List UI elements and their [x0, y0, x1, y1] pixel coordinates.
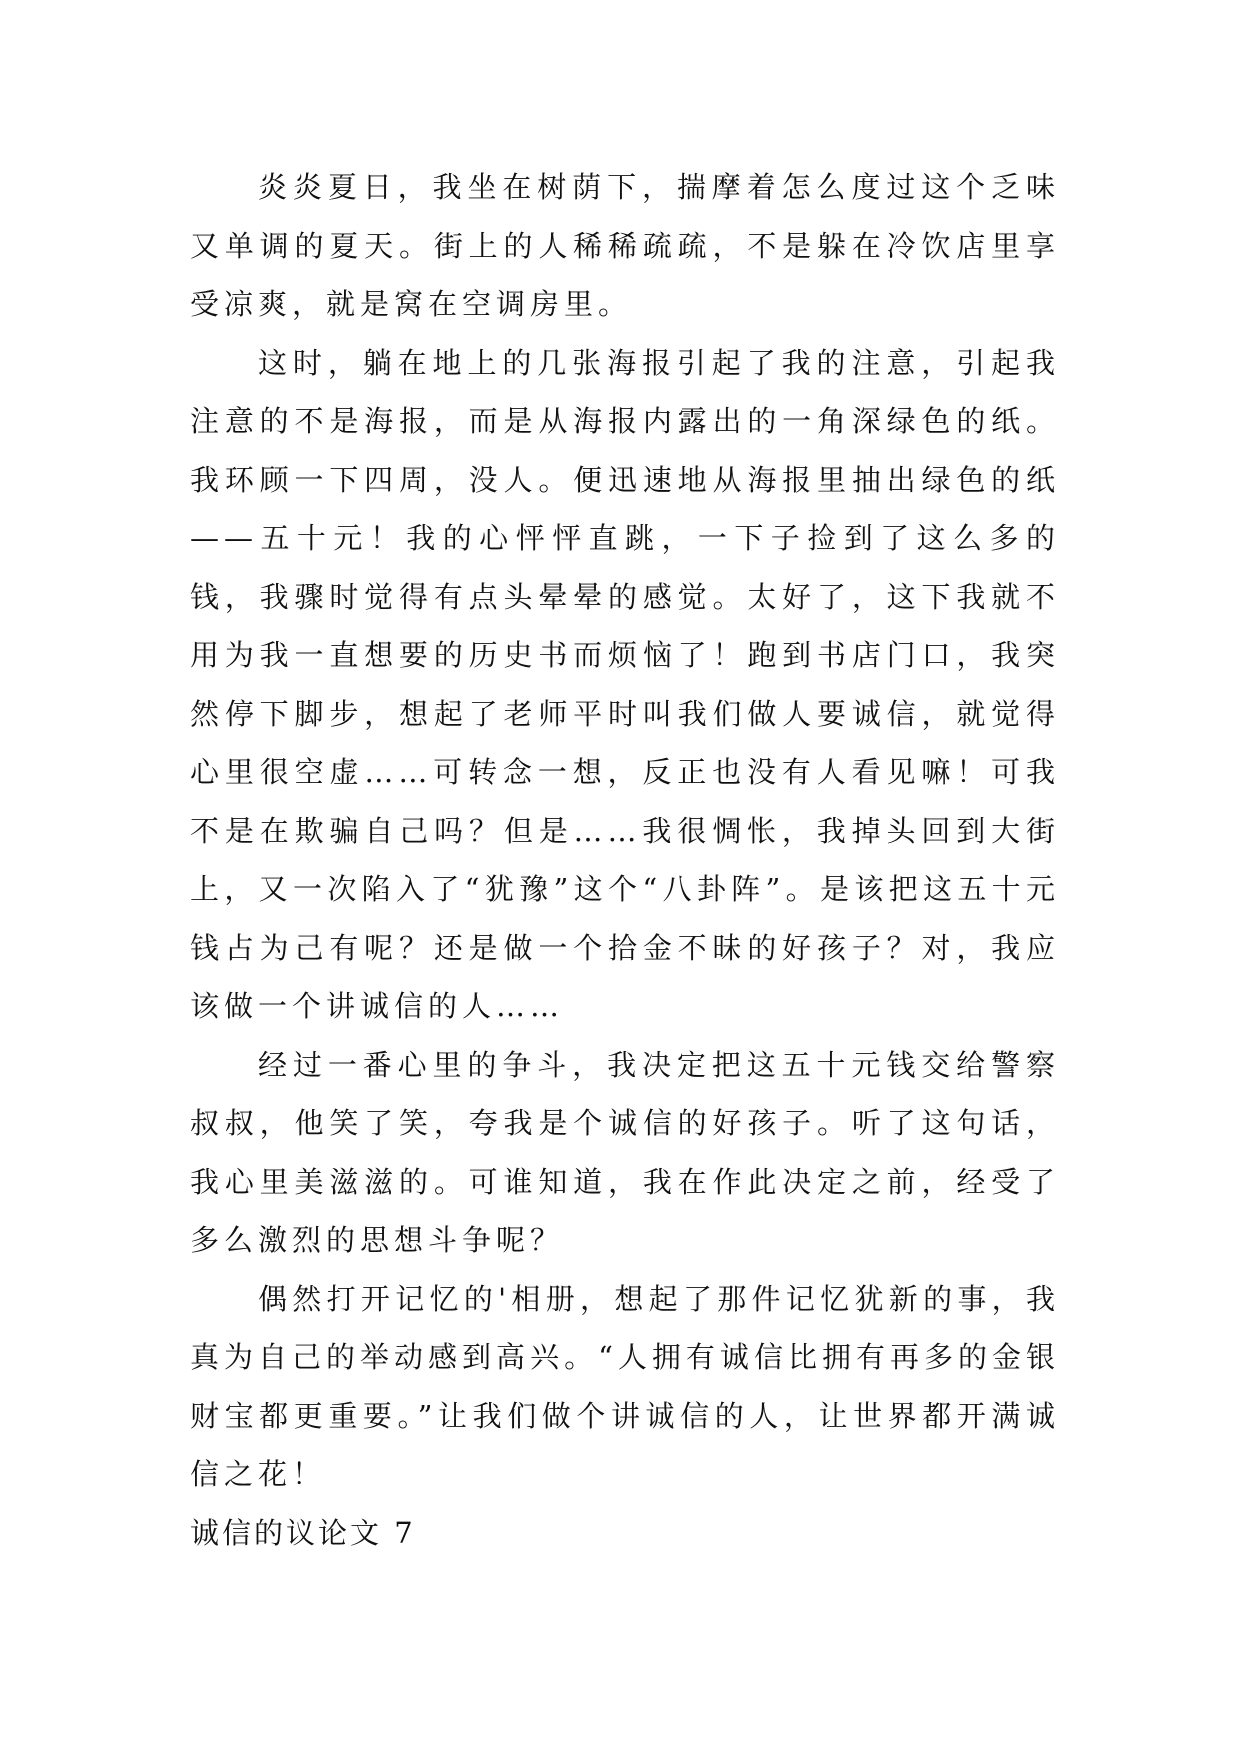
paragraph-1: 炎炎夏日，我坐在树荫下，揣摩着怎么度过这个乏味又单调的夏天。街上的人稀稀疏疏，不是躲在冷饮店里享受凉爽，就是窝在空调房里。: [190, 170, 1060, 321]
paragraph-4: 偶然打开记忆的'相册，想起了那件记忆犹新的事，我真为自己的举动感到高兴。“人拥有诚信比拥有再多的金银财宝都更重要。”让我们做个讲诚信的人，让世界都开满诚信之花！: [190, 1281, 1060, 1491]
paragraph-2: 这时，躺在地上的几张海报引起了我的注意，引起我注意的不是海报，而是从海报内露出的一角深绿色的纸。我环顾一下四周，没人。便迅速地从海报里抽出绿色的纸——五十元！我的心怦怦直跳，一下子捡到了这么多的钱，我骤时觉得有点头晕晕的感觉。太好了，这下我就不用为我一直想要的历史书而烦恼了！跑到书店门口，我突然停下脚步，想起了老师平时叫我们做人要诚信，就觉得心里很空虚……可转念一想，反正也没有人看见嘛！可我不是在欺骗自己吗？但是……我很惆怅，我掉头回到大街上，又一次陷入了“犹豫”这个“八卦阵”。是该把这五十元钱占为己有呢？还是做一个拾金不昧的好孩子？对，我应该做一个讲诚信的人……: [190, 345, 1060, 1023]
paragraph-3: 经过一番心里的争斗，我决定把这五十元钱交给警察叔叔，他笑了笑，夸我是个诚信的好孩子。听了这句话，我心里美滋滋的。可谁知道，我在作此决定之前，经受了多么激烈的思想斗争呢？: [190, 1047, 1060, 1257]
document-body: [190, 158, 1060, 1562]
section-heading: 诚信的议论文 7: [190, 1515, 416, 1550]
